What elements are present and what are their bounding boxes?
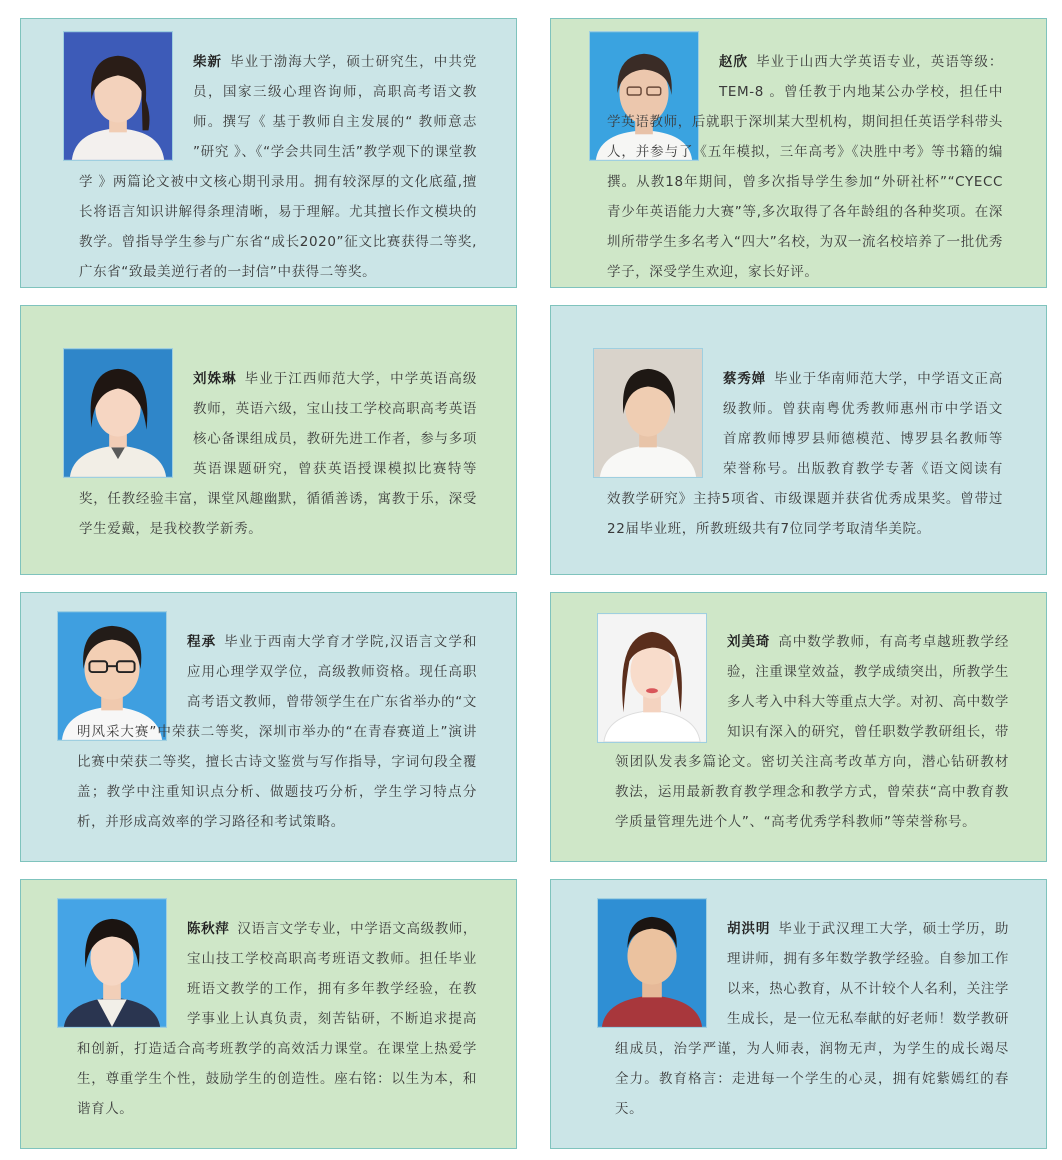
teacher-description: 汉语言文学专业，中学语文高级教师，宝山技工学校高职高考班语文教师。担任毕业班语文教学的工作，拥有多年教学经验，在教学事业上认真负责，刻苦钻研，不断追求提高和创新，打造适合高考班教学的高效活力课堂。在课堂上热爱学生，尊重学生个性，鼓励学生的创造性。座右铭：以生为本，和谐育人。 [77, 921, 478, 1117]
teacher-description: 毕业于华南师范大学，中学语文正高级教师。曾获南粤优秀教师惠州市中学语文首席教师博罗县师德模范、博罗县名教师等荣誉称号。出版教育教学专著《语文阅读有效教学研究》主持5项省、市级课题并获省优秀成果奖。曾带过22届毕业班，所教班级共有7位同学考取清华美院。 [607, 371, 1003, 537]
teacher-description: 毕业于渤海大学，硕士研究生，中共党员，国家三级心理咨询师，高职高考语文教师。撰写《 基于教师自主发展的“ 教师意志 ”研究 》、《“学会共同生活”教学观下的课堂教学 》两篇论文被中文核心期刊录用。拥有较深厚的文化底蕴,擅长将语言知识讲解得条理清晰，易于理解。尤其擅长作文模块的教学。曾指导学生参与广东省“成长2020”征文比赛获得二等奖,广东省“致最美逆行者的一封信”中获得二等奖。 [79, 54, 478, 280]
teacher-card [20, 305, 517, 575]
teacher-bio [77, 627, 477, 837]
teacher-bio [607, 364, 1003, 544]
teacher-bio [615, 914, 1009, 1124]
teacher-bio [79, 364, 477, 544]
teacher-description: 高中数学教师，有高考卓越班教学经验，注重课堂效益，教学成绩突出，所教学生多人考入中科大等重点大学。对初、高中数学知识有深入的研究，曾任职数学教研组长，带领团队发表多篇论文。密切关注高考改革方向，潜心钻研教材教法，运用最新教育教学理念和教学方式，曾荣获“高中教育教学质量管理先进个人”、“高考优秀学科教师”等荣誉称号。 [615, 634, 1009, 830]
teacher-name: 蔡秀婵 [723, 371, 766, 387]
teacher-description: 毕业于西南大学育才学院,汉语言文学和应用心理学双学位，高级教师资格。现任高职高考语文教师，曾带领学生在广东省举办的“文明风采大赛”中荣获二等奖，深圳市举办的“在青春赛道上”演讲比赛中荣获二等奖，擅长古诗文鉴赏与写作指导，字词句段全覆盖；教学中注重知识点分析、做题技巧分析，学生学习特点分析，并形成高效率的学习路径和考试策略。 [77, 634, 477, 830]
teacher-name: 刘美琦 [727, 634, 771, 650]
teacher-card [550, 879, 1047, 1149]
teacher-card [550, 18, 1047, 288]
teacher-name: 刘姝琳 [193, 371, 237, 387]
teacher-name: 柴新 [193, 54, 223, 70]
teacher-card [550, 305, 1047, 575]
teacher-card [20, 879, 517, 1149]
teacher-bio [79, 47, 477, 287]
teacher-card [20, 18, 517, 288]
teacher-name: 胡洪明 [727, 921, 771, 937]
teacher-bio [607, 47, 1003, 287]
teacher-card [20, 592, 517, 862]
teacher-bio [77, 914, 477, 1124]
teacher-name: 赵欣 [719, 54, 749, 70]
teacher-bio [615, 627, 1009, 837]
teacher-description: 毕业于山西大学英语专业，英语等级：TEM-8 。曾任教于内地某公办学校，担任中学英语教师，后就职于深圳某大型机构，期间担任英语学科带头人，并参与了《五年模拟，三年高考》《决胜中考》等书籍的编撰。从教18年期间，曾多次指导学生参加“外研社杯”“CYECC青少年英语能力大赛”等,多次取得了各年龄组的各种奖项。在深圳所带学生多名考入“四大”名校，为双一流名校培养了一批优秀学子，深受学生欢迎，家长好评。 [607, 54, 1004, 280]
teacher-description: 毕业于江西师范大学，中学英语高级教师，英语六级，宝山技工学校高职高考英语核心备课组成员，教研先进工作者，参与多项英语课题研究，曾获英语授课模拟比赛特等奖，任教经验丰富，课堂风趣幽默，循循善诱，寓教于乐，深受学生爱戴，是我校教学新秀。 [79, 371, 477, 537]
teacher-description: 毕业于武汉理工大学，硕士学历，助理讲师，拥有多年数学教学经验。自参加工作以来，热心教育，从不计较个人名利，关注学生成长，是一位无私奉献的好老师！数学教研组成员，治学严谨，为人师表，润物无声，为学生的成长竭尽全力。教育格言：走进每一个学生的心灵，拥有姹紫嫣红的春天。 [615, 921, 1009, 1117]
teacher-name: 程承 [187, 634, 217, 650]
teacher-card [550, 592, 1047, 862]
teacher-name: 陈秋萍 [187, 921, 230, 937]
